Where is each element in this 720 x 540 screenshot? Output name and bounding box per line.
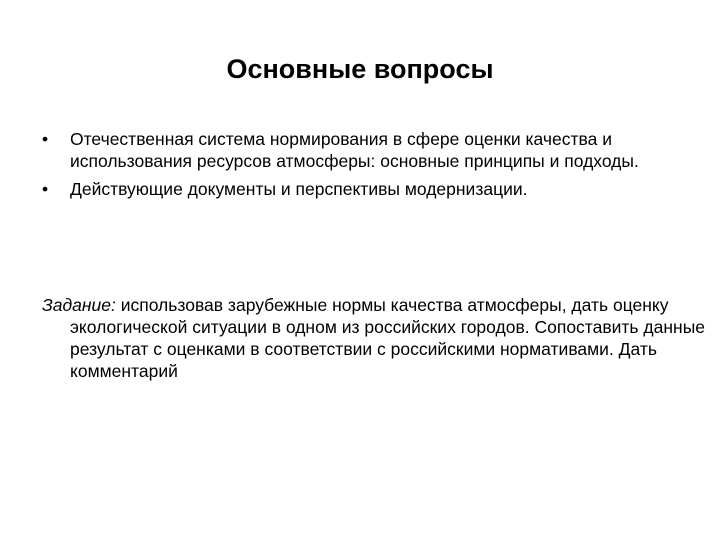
task-label: Задание: bbox=[42, 295, 116, 315]
bullet-icon: • bbox=[42, 129, 49, 149]
bullet-icon: • bbox=[42, 179, 49, 199]
slide-title: Основные вопросы bbox=[226, 54, 494, 84]
bullet-text-1: Отечественная система нормирования в сфере оценки качества и использования ресурсов атмосферы: основные принципы и подходы. bbox=[70, 129, 639, 171]
bullet-list bbox=[42, 128, 682, 206]
bullet-item-2 bbox=[42, 178, 682, 200]
bullet-text-2: Действующие документы и перспективы модернизации. bbox=[70, 179, 528, 199]
task-paragraph bbox=[42, 294, 710, 382]
task-text: использовав зарубежные нормы качества атмосферы, дать оценку экологической ситуации в одном из российских городов. Сопоставить данные результат с оценками в соответствии с российскими нормативами. Дать комментарий bbox=[70, 295, 705, 381]
bullet-item-1 bbox=[42, 128, 682, 172]
